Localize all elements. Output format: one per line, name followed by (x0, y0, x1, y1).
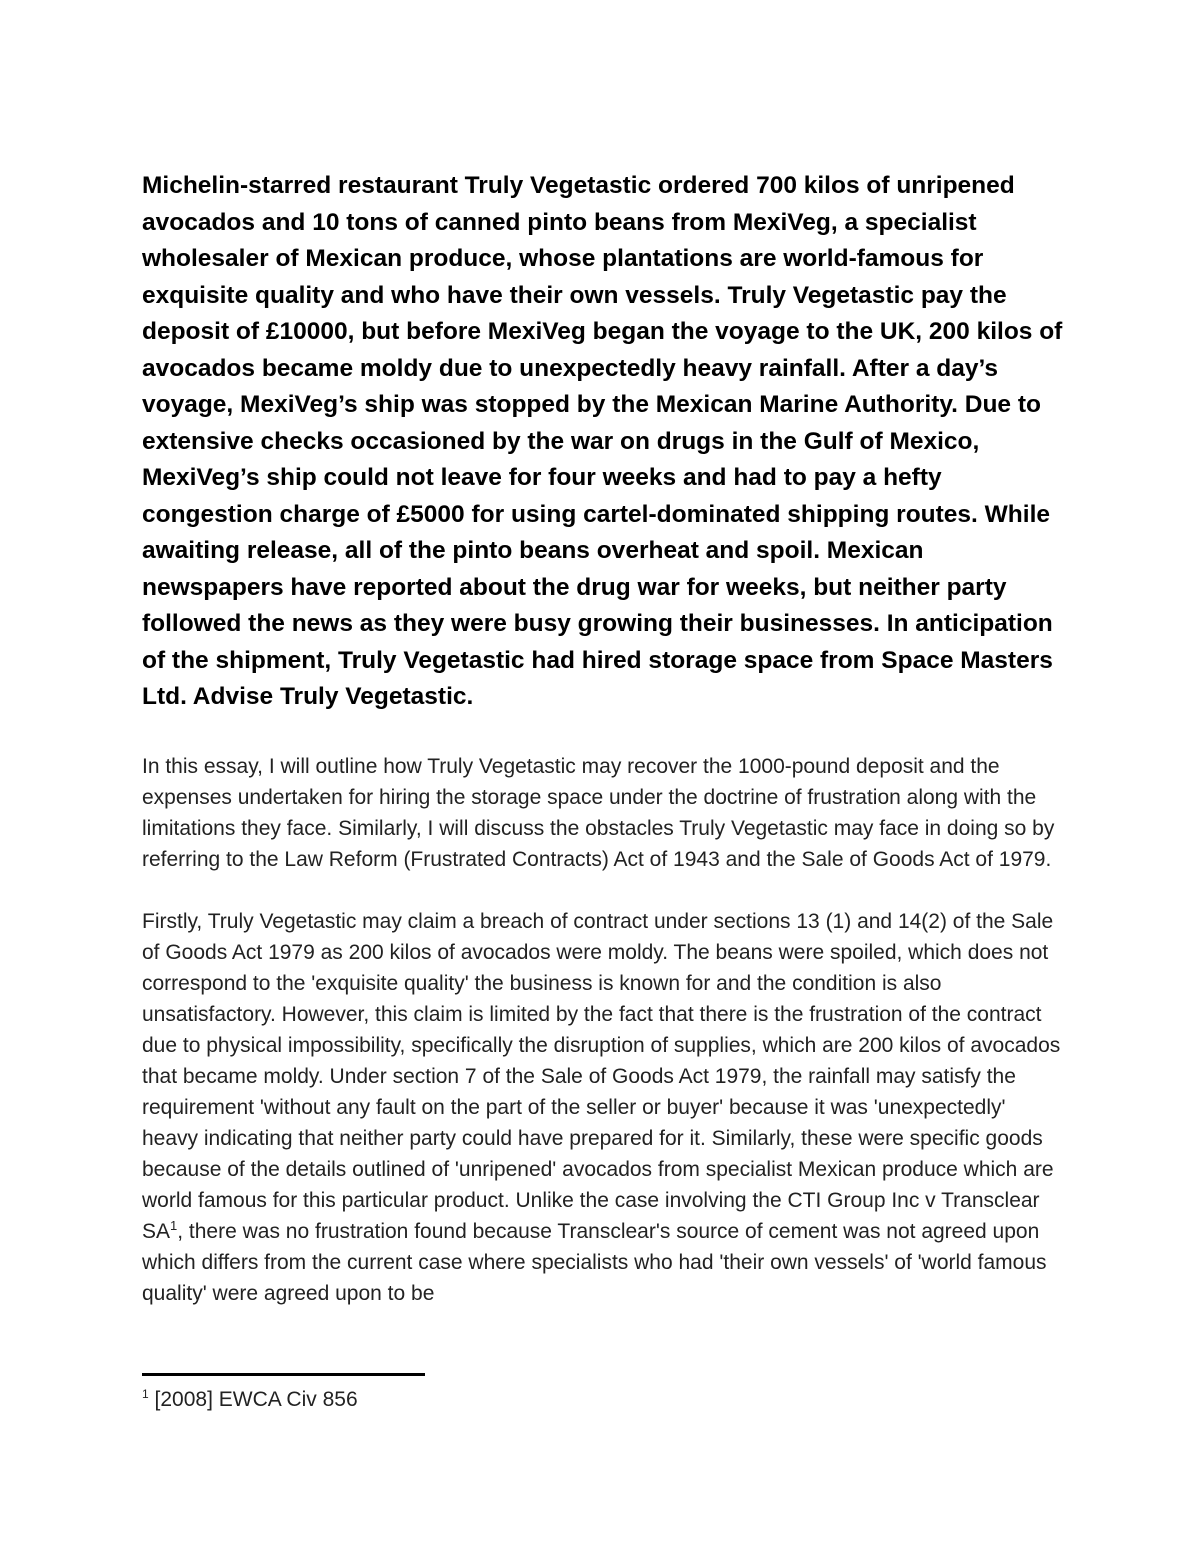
body-text-after-ref: , there was no frustration found because Transclear's source of cement was not agreed upon which differs from the current case where specialists who had 'their own vessels' of 'world famous quality' were agreed upon to be (142, 1219, 1047, 1305)
footnote-mark: 1 (142, 1387, 149, 1401)
footnote (142, 1386, 1067, 1414)
problem-question: Michelin-starred restaurant Truly Vegetastic ordered 700 kilos of unripened avocados and 10 tons of canned pinto beans from MexiVeg, a specialist wholesaler of Mexican produce, whose plantations are world-famous for exquisite quality and who have their own vessels. Truly Vegetastic pay the deposit of £10000, but before MexiVeg began the voyage to the UK, 200 kilos of avocados became moldy due to unexpectedly heavy rainfall. After a day’s voyage, MexiVeg’s ship was stopped by the Mexican Marine Authority. Due to extensive checks occasioned by the war on drugs in the Gulf of Mexico, MexiVeg’s ship could not leave for four weeks and had to pay a hefty congestion charge of £5000 for using cartel-dominated shipping routes. While awaiting release, all of the pinto beans overheat and spoil. Mexican newspapers have reported about the drug war for weeks, but neither party followed the news as they were busy growing their businesses. In anticipation of the shipment, Truly Vegetastic had hired storage space from Space Masters Ltd. Advise Truly Vegetastic. (142, 172, 1063, 710)
document-content (142, 168, 1067, 1309)
body-paragraph (142, 906, 1067, 1309)
intro-paragraph: In this essay, I will outline how Truly Vegetastic may recover the 1000-pound deposit and the expenses undertaken for hiring the storage space under the doctrine of frustration along with the limitations they face. Similarly, I will discuss the obstacles Truly Vegetastic may face in doing so by referring to the Law Reform (Frustrated Contracts) Act of 1943 and the Sale of Goods Act of 1979. (142, 754, 1055, 871)
footnote-reference[interactable]: 1 (170, 1217, 178, 1233)
footnote-divider (142, 1373, 425, 1376)
body-text-before-ref: Firstly, Truly Vegetastic may claim a breach of contract under sections 13 (1) and 14(2) of the Sale of Goods Act 1979 as 200 kilos of avocados were moldy. The beans were spoiled, which does not correspond to the 'exquisite quality' the business is known for and the condition is also unsatisfactory. However, this claim is limited by the fact that there is the frustration of the contract due to physical impossibility, specifically the disruption of supplies, which are 200 kilos of avocados that became moldy. Under section 7 of the Sale of Goods Act 1979, the rainfall may satisfy the requirement 'without any fault on the part of the seller or buyer' because it was 'unexpectedly' heavy indicating that neither party could have prepared for it. Similarly, these were specific goods because of the details outlined of 'unripened' avocados from specialist Mexican produce which are world famous for this particular product. Unlike the case involving the CTI Group Inc v Transclear SA (142, 909, 1061, 1243)
footnote-text: [2008] EWCA Civ 856 (154, 1388, 358, 1411)
